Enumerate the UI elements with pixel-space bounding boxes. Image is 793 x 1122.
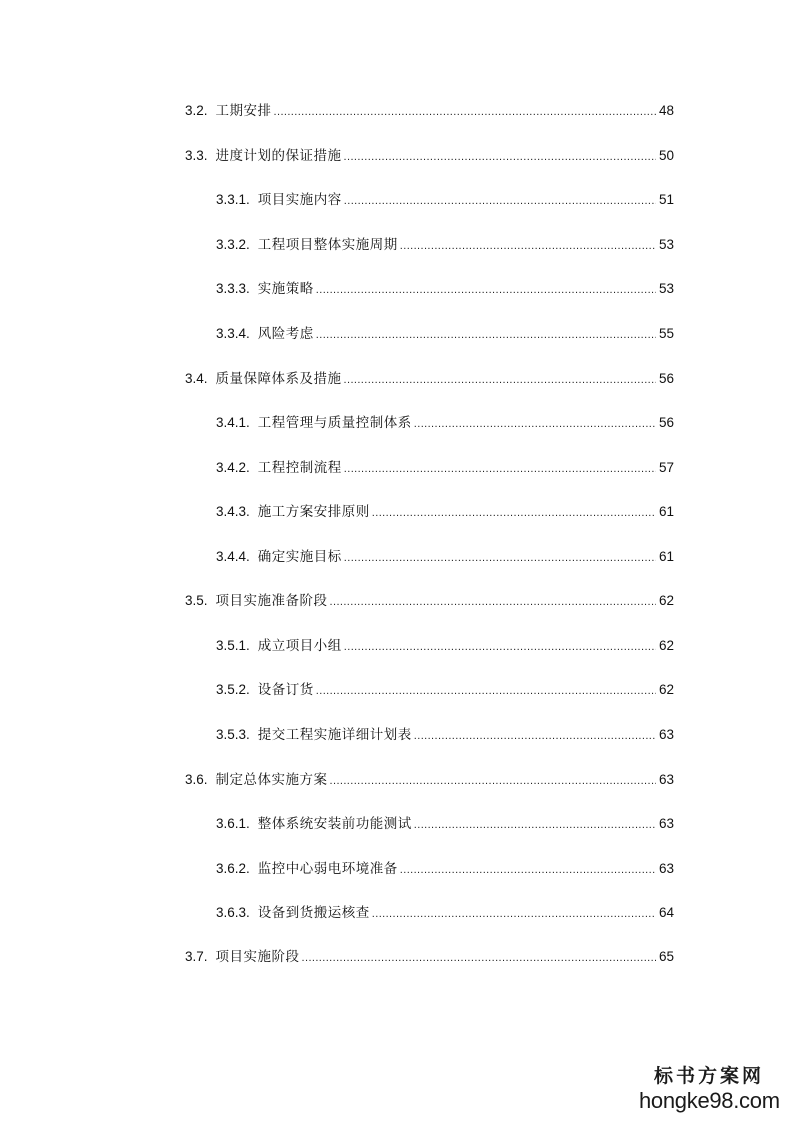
toc-entry-title: 风险考虑 bbox=[257, 326, 314, 342]
toc-entry-page: 51 bbox=[658, 192, 674, 207]
toc-dot-leader bbox=[344, 369, 656, 391]
toc-dot-leader bbox=[316, 324, 656, 346]
toc-entry-page: 63 bbox=[658, 772, 674, 787]
toc-entry-page: 56 bbox=[658, 371, 674, 386]
toc-entry-title: 提交工程实施详细计划表 bbox=[257, 727, 412, 743]
toc-entry-number: 3.4.2. bbox=[216, 460, 250, 475]
toc-entry-number: 3.5.3. bbox=[216, 727, 250, 742]
toc-entry-number: 3.3.3. bbox=[216, 281, 250, 296]
toc-dot-leader bbox=[330, 591, 656, 613]
toc-dot-leader bbox=[344, 636, 656, 658]
toc-entry-page: 56 bbox=[658, 415, 674, 430]
toc-entry[interactable] bbox=[216, 858, 674, 880]
toc-entry-number: 3.3.1. bbox=[216, 192, 250, 207]
toc-entry-page: 65 bbox=[658, 949, 674, 964]
toc-entry-title: 工程管理与质量控制体系 bbox=[257, 415, 412, 431]
toc-entry-page: 63 bbox=[658, 727, 674, 742]
toc-dot-leader bbox=[316, 279, 656, 301]
toc-entry-number: 3.6.2. bbox=[216, 861, 250, 876]
toc-dot-leader bbox=[274, 101, 656, 123]
toc-entry-page: 62 bbox=[658, 593, 674, 608]
toc-entry-number: 3.6.3. bbox=[216, 905, 250, 920]
toc-entry-title: 工期安排 bbox=[215, 103, 272, 119]
toc-entry-title: 实施策略 bbox=[257, 281, 314, 297]
toc-entry[interactable] bbox=[216, 813, 674, 835]
toc-dot-leader bbox=[414, 814, 656, 836]
toc-entry[interactable] bbox=[185, 590, 674, 612]
site-watermark bbox=[639, 1064, 779, 1114]
toc-dot-leader bbox=[372, 903, 656, 925]
toc-entry[interactable] bbox=[216, 902, 674, 924]
toc-entry-page: 55 bbox=[658, 326, 674, 341]
toc-dot-leader bbox=[344, 547, 656, 569]
toc-dot-leader bbox=[414, 725, 656, 747]
toc-entry[interactable] bbox=[216, 635, 674, 657]
toc-entry-number: 3.4. bbox=[185, 371, 208, 386]
toc-dot-leader bbox=[344, 458, 656, 480]
toc-entry-number: 3.4.3. bbox=[216, 504, 250, 519]
toc-entry-title: 制定总体实施方案 bbox=[215, 772, 328, 788]
toc-dot-leader bbox=[372, 502, 656, 524]
toc-entry[interactable] bbox=[185, 100, 674, 122]
toc-entry[interactable] bbox=[216, 234, 674, 256]
toc-entry-number: 3.4.1. bbox=[216, 415, 250, 430]
toc-entry-page: 53 bbox=[658, 237, 674, 252]
toc-dot-leader bbox=[400, 859, 656, 881]
toc-entry[interactable] bbox=[216, 323, 674, 345]
toc-entry[interactable] bbox=[185, 145, 674, 167]
toc-entry[interactable] bbox=[216, 724, 674, 746]
toc-entry[interactable] bbox=[216, 546, 674, 568]
toc-entry-title: 项目实施阶段 bbox=[215, 949, 300, 965]
toc-entry[interactable] bbox=[216, 679, 674, 701]
toc-entry-title: 设备到货搬运核查 bbox=[257, 905, 370, 921]
toc-entry[interactable] bbox=[185, 769, 674, 791]
toc-entry-page: 61 bbox=[658, 549, 674, 564]
toc-entry-page: 64 bbox=[658, 905, 674, 920]
toc-entry[interactable] bbox=[216, 189, 674, 211]
toc-entry-number: 3.7. bbox=[185, 949, 208, 964]
toc-entry-number: 3.4.4. bbox=[216, 549, 250, 564]
toc-entry-title: 质量保障体系及措施 bbox=[215, 371, 342, 387]
toc-dot-leader bbox=[344, 146, 656, 168]
toc-entry-page: 62 bbox=[658, 638, 674, 653]
toc-dot-leader bbox=[344, 190, 656, 212]
watermark-site-name: 标书方案网 bbox=[653, 1065, 764, 1087]
toc-entry-number: 3.6.1. bbox=[216, 816, 250, 831]
toc-entry-title: 确定实施目标 bbox=[257, 549, 342, 565]
toc-entry-number: 3.2. bbox=[185, 103, 208, 118]
toc-dot-leader bbox=[400, 235, 656, 257]
toc-entry[interactable] bbox=[185, 368, 674, 390]
toc-entry-number: 3.5.1. bbox=[216, 638, 250, 653]
toc-entry-title: 设备订货 bbox=[257, 682, 314, 698]
toc-entry-page: 57 bbox=[658, 460, 674, 475]
toc-entry-page: 62 bbox=[658, 682, 674, 697]
toc-entry-title: 工程项目整体实施周期 bbox=[257, 237, 398, 253]
toc-entry-page: 48 bbox=[658, 103, 674, 118]
toc-entry-title: 项目实施内容 bbox=[257, 192, 342, 208]
toc-dot-leader bbox=[414, 413, 656, 435]
toc-dot-leader bbox=[330, 770, 656, 792]
toc-dot-leader bbox=[316, 680, 656, 702]
toc-entry-page: 63 bbox=[658, 861, 674, 876]
toc-entry-number: 3.3. bbox=[185, 148, 208, 163]
toc-entry-page: 50 bbox=[658, 148, 674, 163]
toc-entry-number: 3.3.2. bbox=[216, 237, 250, 252]
toc-entry-title: 工程控制流程 bbox=[257, 460, 342, 476]
toc-entry[interactable] bbox=[216, 278, 674, 300]
toc-entry-title: 项目实施准备阶段 bbox=[215, 593, 328, 609]
toc-entry[interactable] bbox=[216, 501, 674, 523]
toc-entry[interactable] bbox=[185, 946, 674, 968]
toc-entry-title: 整体系统安装前功能测试 bbox=[257, 816, 412, 832]
toc-entry-number: 3.6. bbox=[185, 772, 208, 787]
toc-entry-title: 监控中心弱电环境准备 bbox=[257, 861, 398, 877]
toc-dot-leader bbox=[302, 947, 656, 969]
toc-entry-page: 61 bbox=[658, 504, 674, 519]
toc-entry-title: 成立项目小组 bbox=[257, 638, 342, 654]
toc-entry-title: 施工方案安排原则 bbox=[257, 504, 370, 520]
toc-entry-page: 53 bbox=[658, 281, 674, 296]
toc-entry-page: 63 bbox=[658, 816, 674, 831]
toc-entry-number: 3.5. bbox=[185, 593, 208, 608]
watermark-url: hongke98.com bbox=[639, 1088, 780, 1113]
toc-entry-title: 进度计划的保证措施 bbox=[215, 148, 342, 164]
toc-entry-number: 3.5.2. bbox=[216, 682, 250, 697]
toc-entry-number: 3.3.4. bbox=[216, 326, 250, 341]
toc-entry[interactable] bbox=[216, 457, 674, 479]
toc-entry[interactable] bbox=[216, 412, 674, 434]
